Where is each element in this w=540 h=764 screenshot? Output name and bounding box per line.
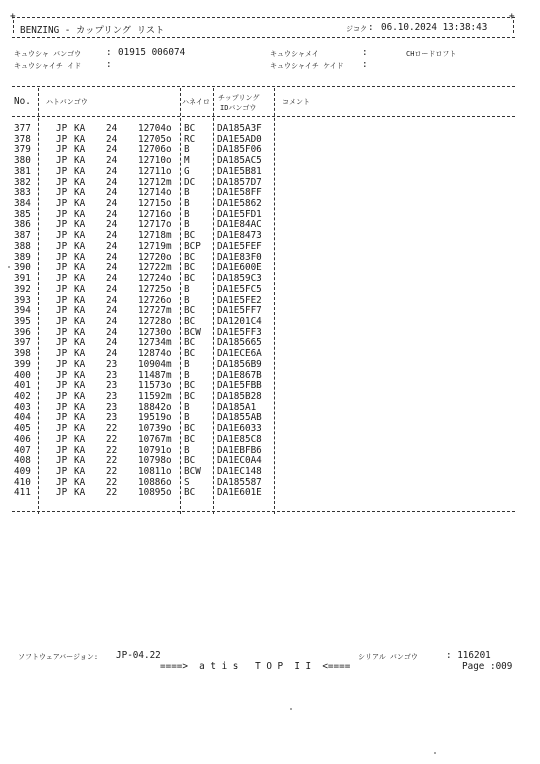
table-row (0, 167, 540, 178)
cell-id: DA185A3F (217, 123, 262, 134)
cell-w: G (184, 165, 190, 177)
cell-y: 22 (106, 476, 118, 488)
header-top-rule (12, 17, 515, 18)
cell-a: KA (74, 401, 86, 413)
table-row (0, 435, 540, 446)
cell-c: JP (56, 283, 68, 295)
cell-y: 23 (106, 380, 118, 392)
cell-r: 12706o (138, 144, 172, 156)
cell-y: 24 (106, 230, 118, 242)
cell-r: 12711o (138, 165, 172, 177)
cell-r: 12717o (138, 219, 172, 231)
cell-no: 401 (14, 380, 31, 392)
software-version-label: ソフトウェアバージョン: (18, 653, 99, 661)
cell-y: 24 (106, 305, 118, 317)
cell-no: 389 (14, 251, 31, 263)
cell-r: 11592m (138, 391, 172, 402)
cell-r: 10798o (138, 455, 172, 467)
cell-no: 385 (14, 208, 31, 220)
cell-y: 22 (106, 466, 118, 478)
cell-id: DA1E5FD1 (217, 208, 262, 220)
col-header-wing: ハネイロ (182, 98, 210, 106)
cell-c: JP (56, 155, 68, 167)
cell-w: B (184, 219, 190, 231)
cell-c: JP (56, 444, 68, 456)
header-left-border (13, 20, 14, 33)
cell-a: KA (74, 412, 86, 424)
cell-id: DA1E6033 (217, 423, 262, 435)
cell-id: DA1E5FF7 (217, 305, 262, 317)
cell-no: 398 (14, 348, 31, 360)
cell-r: 12734m (138, 337, 172, 349)
cell-c: JP (56, 326, 68, 338)
cell-c: JP (56, 187, 68, 199)
cell-a: KA (74, 337, 86, 349)
cell-w: BC (184, 391, 196, 402)
cell-c: JP (56, 455, 68, 467)
cell-r: 10739o (138, 423, 172, 435)
cell-a: KA (74, 455, 86, 467)
loft-longitude-label: キュウシャイチ ケイド (270, 62, 344, 70)
cell-no: 392 (14, 283, 31, 295)
cell-y: 24 (106, 144, 118, 156)
cell-y: 24 (106, 348, 118, 360)
cell-a: KA (74, 251, 86, 263)
cell-w: BC (184, 455, 196, 467)
cell-w: BC (184, 433, 196, 445)
table-top-rule (12, 86, 515, 87)
cell-w: BC (184, 262, 196, 274)
cell-no: 390 (14, 262, 31, 274)
cell-c: JP (56, 165, 68, 177)
page-number: Page :009 (462, 661, 513, 672)
cell-w: B (184, 283, 190, 295)
cell-y: 22 (106, 455, 118, 467)
cell-y: 24 (106, 315, 118, 327)
cell-no: 383 (14, 187, 31, 199)
cell-r: 12712m (138, 176, 172, 188)
cell-id: DA1201C4 (217, 315, 262, 327)
cell-w: RC (184, 133, 196, 145)
col-header-no: No. (14, 96, 31, 107)
cell-r: 12715o (138, 198, 172, 210)
cell-c: JP (56, 230, 68, 242)
cell-no: 386 (14, 219, 31, 231)
cell-c: JP (56, 487, 68, 499)
cell-no: 397 (14, 337, 31, 349)
cell-y: 24 (106, 240, 118, 252)
cell-c: JP (56, 423, 68, 435)
cell-no: 388 (14, 240, 31, 252)
cell-y: 24 (106, 326, 118, 338)
table-row (0, 285, 540, 296)
header-right-border (513, 20, 514, 33)
cell-w: BCW (184, 466, 201, 478)
col-header-chip-2: IDバンゴウ (220, 104, 257, 112)
cell-r: 12710o (138, 155, 172, 167)
corner-mark: + (10, 11, 16, 22)
cell-r: 12730o (138, 326, 172, 338)
cell-id: DA1E8473 (217, 230, 262, 242)
cell-a: KA (74, 165, 86, 177)
cell-w: B (184, 198, 190, 210)
cell-a: KA (74, 348, 86, 360)
cell-a: KA (74, 283, 86, 295)
cell-c: JP (56, 219, 68, 231)
cell-c: JP (56, 391, 68, 402)
cell-y: 24 (106, 262, 118, 274)
cell-a: KA (74, 144, 86, 156)
cell-r: 12716o (138, 208, 172, 220)
cell-c: JP (56, 358, 68, 370)
cell-id: DA1E5B81 (217, 165, 262, 177)
table-row (0, 360, 540, 371)
cell-id: DA1E867B (217, 369, 262, 381)
cell-id: DA1EBFB6 (217, 444, 262, 456)
loft-name: CHロードロフト (406, 50, 457, 58)
cell-c: JP (56, 294, 68, 306)
cell-c: JP (56, 433, 68, 445)
cell-a: KA (74, 305, 86, 317)
cell-a: KA (74, 230, 86, 242)
cell-id: DA185AC5 (217, 155, 262, 167)
cell-w: DC (184, 176, 196, 188)
cell-r: 10895o (138, 487, 172, 499)
cell-id: DA1E5FC5 (217, 283, 262, 295)
cell-c: JP (56, 476, 68, 488)
cell-c: JP (56, 198, 68, 210)
cell-y: 22 (106, 433, 118, 445)
cell-w: B (184, 369, 190, 381)
cell-c: JP (56, 208, 68, 220)
serial-number-label: シリアル バンゴウ (358, 653, 418, 661)
cell-w: BC (184, 380, 196, 392)
cell-w: B (184, 412, 190, 424)
cell-c: JP (56, 262, 68, 274)
cell-c: JP (56, 305, 68, 317)
cell-a: KA (74, 358, 86, 370)
cell-y: 22 (106, 444, 118, 456)
cell-w: BCP (184, 240, 201, 252)
cell-no: 405 (14, 423, 31, 435)
cell-a: KA (74, 391, 86, 402)
document-title: BENZING - カップリング リスト (20, 25, 165, 36)
cell-a: KA (74, 133, 86, 145)
cell-a: KA (74, 476, 86, 488)
cell-r: 19519o (138, 412, 172, 424)
cell-a: KA (74, 423, 86, 435)
cell-w: BC (184, 315, 196, 327)
cell-r: 12704o (138, 123, 172, 134)
cell-y: 24 (106, 283, 118, 295)
cell-y: 22 (106, 423, 118, 435)
cell-id: DA1E5FEF (217, 240, 262, 252)
table-row (0, 488, 540, 499)
cell-r: 10791o (138, 444, 172, 456)
cell-id: DA1EC0A4 (217, 455, 262, 467)
cell-no: 380 (14, 155, 31, 167)
header-bottom-rule (12, 37, 515, 38)
cell-c: JP (56, 337, 68, 349)
cell-r: 10904m (138, 358, 172, 370)
cell-id: DA1E5FBB (217, 380, 262, 392)
cell-no: 394 (14, 305, 31, 317)
cell-y: 23 (106, 391, 118, 402)
cell-y: 24 (106, 198, 118, 210)
cell-y: 23 (106, 358, 118, 370)
cell-a: KA (74, 155, 86, 167)
cell-r: 12725o (138, 283, 172, 295)
cell-no: 400 (14, 369, 31, 381)
software-version-value: JP-04.22 (116, 650, 161, 661)
cell-a: KA (74, 187, 86, 199)
cell-id: DA1859C3 (217, 273, 262, 285)
cell-a: KA (74, 123, 86, 134)
cell-r: 12726o (138, 294, 172, 306)
cell-no: 379 (14, 144, 31, 156)
cell-no: 408 (14, 455, 31, 467)
cell-w: BC (184, 487, 196, 499)
cell-w: BC (184, 230, 196, 242)
cell-y: 24 (106, 133, 118, 145)
cell-r: 11573o (138, 380, 172, 392)
cell-no: 377 (14, 123, 31, 134)
cell-id: DA1EC148 (217, 466, 262, 478)
cell-a: KA (74, 487, 86, 499)
cell-c: JP (56, 240, 68, 252)
table-bottom-rule (12, 511, 515, 512)
cell-c: JP (56, 251, 68, 263)
cell-r: 12720o (138, 251, 172, 263)
scan-speck (434, 752, 436, 754)
cell-y: 24 (106, 294, 118, 306)
cell-c: JP (56, 315, 68, 327)
cell-a: KA (74, 240, 86, 252)
cell-w: B (184, 208, 190, 220)
cell-no: 391 (14, 273, 31, 285)
cell-a: KA (74, 444, 86, 456)
cell-r: 10767m (138, 433, 172, 445)
cell-a: KA (74, 466, 86, 478)
cell-c: JP (56, 369, 68, 381)
cell-r: 12724o (138, 273, 172, 285)
col-header-comment: コメント (282, 98, 310, 106)
cell-y: 24 (106, 165, 118, 177)
cell-c: JP (56, 176, 68, 188)
cell-id: DA1E5FF3 (217, 326, 262, 338)
cell-y: 24 (106, 273, 118, 285)
cell-no: 378 (14, 133, 31, 145)
cell-a: KA (74, 369, 86, 381)
cell-c: JP (56, 466, 68, 478)
cell-y: 24 (106, 187, 118, 199)
cell-no: 382 (14, 176, 31, 188)
cell-a: KA (74, 176, 86, 188)
cell-w: BC (184, 123, 196, 134)
cell-a: KA (74, 326, 86, 338)
cell-r: 12718m (138, 230, 172, 242)
cell-w: B (184, 144, 190, 156)
cell-no: 384 (14, 198, 31, 210)
cell-no: 399 (14, 358, 31, 370)
loft-latitude-label: キュウシャイチ イド (14, 62, 82, 70)
system-banner: ====> a t i s T O P I I <==== (160, 661, 351, 672)
col-header-ring: ハトバンゴウ (46, 98, 88, 106)
cell-r: 12714o (138, 187, 172, 199)
corner-mark: + (509, 11, 515, 22)
cell-no: 402 (14, 391, 31, 402)
cell-a: KA (74, 262, 86, 274)
cell-id: DA1856B9 (217, 358, 262, 370)
cell-no: 404 (14, 412, 31, 424)
cell-c: JP (56, 348, 68, 360)
cell-a: KA (74, 273, 86, 285)
cell-y: 23 (106, 412, 118, 424)
cell-c: JP (56, 380, 68, 392)
scan-speck (8, 266, 10, 268)
cell-w: M (184, 155, 190, 167)
cell-y: 24 (106, 208, 118, 220)
cell-id: DA1855AB (217, 412, 262, 424)
cell-y: 24 (106, 251, 118, 263)
serial-number-value: : 116201 (446, 650, 491, 661)
cell-id: DA1857D7 (217, 176, 262, 188)
cell-a: KA (74, 208, 86, 220)
cell-y: 23 (106, 369, 118, 381)
cell-y: 22 (106, 487, 118, 499)
cell-id: DA1E5862 (217, 198, 262, 210)
cell-id: DA185B28 (217, 391, 262, 402)
cell-w: B (184, 401, 190, 413)
cell-c: JP (56, 412, 68, 424)
cell-no: 409 (14, 466, 31, 478)
cell-w: BC (184, 251, 196, 263)
cell-y: 24 (106, 337, 118, 349)
cell-a: KA (74, 294, 86, 306)
cell-w: B (184, 444, 190, 456)
cell-no: 403 (14, 401, 31, 413)
cell-r: 12874o (138, 348, 172, 360)
cell-no: 395 (14, 315, 31, 327)
cell-w: BC (184, 305, 196, 317)
print-timestamp: 06.10.2024 13:38:43 (381, 22, 488, 33)
cell-a: KA (74, 380, 86, 392)
cell-c: JP (56, 123, 68, 134)
cell-r: 11487m (138, 369, 172, 381)
cell-id: DA1E600E (217, 262, 262, 274)
cell-no: 410 (14, 476, 31, 488)
cell-no: 387 (14, 230, 31, 242)
cell-id: DA1E601E (217, 487, 262, 499)
cell-a: KA (74, 198, 86, 210)
cell-c: JP (56, 401, 68, 413)
cell-w: BC (184, 348, 196, 360)
cell-no: 406 (14, 433, 31, 445)
cell-id: DA185587 (217, 476, 262, 488)
cell-w: S (184, 476, 190, 488)
cell-w: BCW (184, 326, 201, 338)
cell-y: 24 (106, 176, 118, 188)
cell-y: 24 (106, 123, 118, 134)
cell-r: 10811o (138, 466, 172, 478)
cell-r: 12705o (138, 133, 172, 145)
cell-w: BC (184, 423, 196, 435)
cell-y: 24 (106, 219, 118, 231)
cell-r: 10886o (138, 476, 172, 488)
cell-id: DA1E84AC (217, 219, 262, 231)
table-row (0, 242, 540, 253)
cell-id: DA185A1 (217, 401, 257, 413)
owner-name-label: キュウシャメイ (270, 50, 319, 58)
cell-no: 393 (14, 294, 31, 306)
cell-id: DA185F06 (217, 144, 262, 156)
cell-c: JP (56, 133, 68, 145)
cell-id: DA1E5FE2 (217, 294, 262, 306)
cell-w: BC (184, 337, 196, 349)
cell-y: 24 (106, 155, 118, 167)
cell-c: JP (56, 273, 68, 285)
cell-r: 12719m (138, 240, 172, 252)
cell-c: JP (56, 144, 68, 156)
cell-r: 12727m (138, 305, 172, 317)
cell-w: BC (184, 273, 196, 285)
cell-w: B (184, 187, 190, 199)
cell-id: DA1E83F0 (217, 251, 262, 263)
cell-id: DA1E85C8 (217, 433, 262, 445)
cell-no: 407 (14, 444, 31, 456)
cell-a: KA (74, 315, 86, 327)
cell-a: KA (74, 219, 86, 231)
date-label: ジコク (346, 25, 367, 33)
cell-no: 411 (14, 487, 31, 499)
cell-id: DA1E58FF (217, 187, 262, 199)
scan-speck (290, 708, 292, 710)
table-header-rule (12, 116, 515, 117)
cell-w: B (184, 294, 190, 306)
cell-no: 396 (14, 326, 31, 338)
cell-id: DA185665 (217, 337, 262, 349)
cell-w: B (184, 358, 190, 370)
cell-r: 18842o (138, 401, 172, 413)
cell-id: DA1E5AD0 (217, 133, 262, 145)
cell-r: 12728o (138, 315, 172, 327)
cell-a: KA (74, 433, 86, 445)
pigeon-label: キュウシャ バンゴウ (14, 50, 82, 58)
cell-y: 23 (106, 401, 118, 413)
col-header-chip-1: チップリング (218, 94, 260, 102)
cell-id: DA1ECE6A (217, 348, 262, 360)
cell-r: 12722m (138, 262, 172, 274)
pigeon-value: 01915 006074 (118, 47, 186, 58)
cell-no: 381 (14, 165, 31, 177)
